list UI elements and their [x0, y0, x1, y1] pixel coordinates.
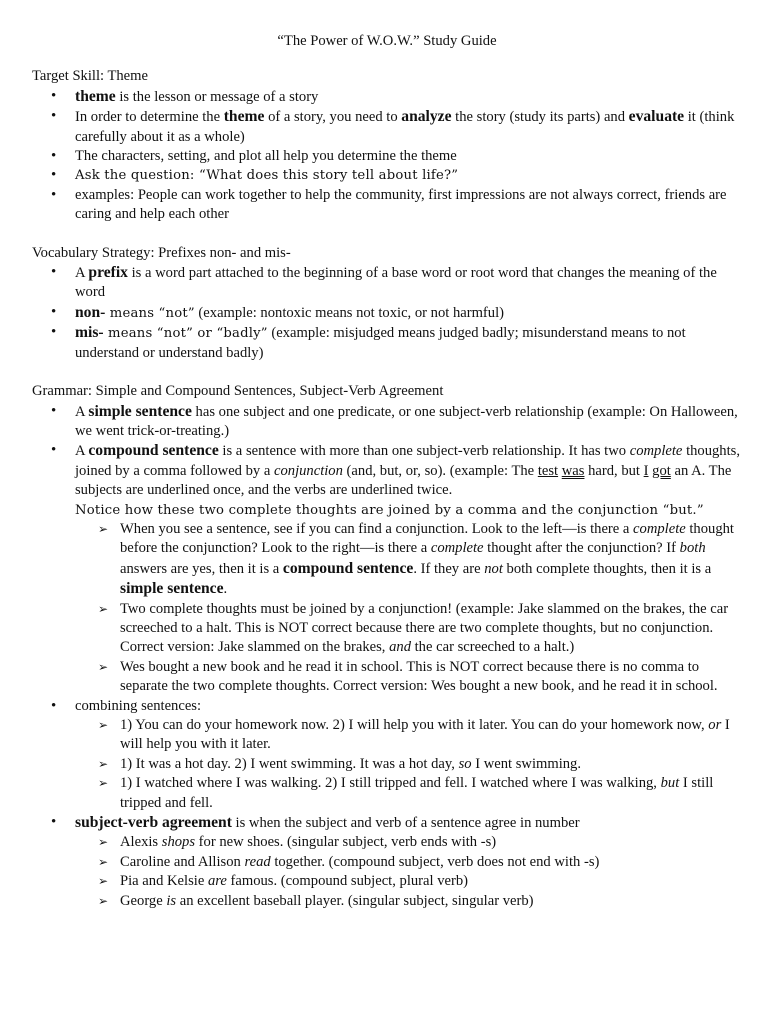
text: 1) I watched where I was walking. 2) I still tripped and fell. I watched where I was walking, [120, 775, 661, 792]
list-item-compound-sentence [75, 441, 742, 696]
handwritten-text: means “not” [105, 305, 195, 321]
text: famous. (compound subject, plural verb) [226, 873, 469, 890]
emphasis: not [484, 560, 503, 577]
text: . If they are [413, 560, 485, 577]
text: thought before the conjunction? Look to the right—is there a [120, 520, 734, 557]
text: combining sentences: [75, 697, 202, 714]
list-item [75, 166, 742, 185]
emphasis: complete [633, 520, 686, 537]
text: (example: nontoxic means not toxic, or not harmful) [194, 304, 505, 321]
text: has one subject and one predicate, or one subject-verb relationship (example: On Halloween, we went trick-or-treating.) [75, 403, 738, 439]
text: A [75, 265, 89, 282]
text: of a story, you need to [264, 109, 402, 126]
text: (and, but, or, so). (example: The [342, 462, 538, 479]
text: is a word part attached to the beginning of a base word or root word that changes the meaning of the word [75, 265, 717, 301]
text: Pia and Kelsie [120, 873, 208, 890]
sub-list-item [120, 892, 742, 911]
term: simple sentence [88, 402, 192, 420]
sub-list-item [120, 774, 742, 813]
text: (example: misjudged means judged badly; misunderstand means to not understand or understand badly) [75, 325, 686, 361]
term: non- [75, 303, 106, 321]
subject-underline: test [537, 462, 559, 479]
sub-list-item [120, 755, 742, 774]
emphasis: shops [161, 834, 196, 851]
handwritten-text: Ask the question: “What does this story tell about life?” [75, 168, 459, 184]
text: thought after the conjunction? If [483, 540, 680, 557]
handwritten-text: means “not” or “badly” [103, 326, 268, 342]
text: it (think carefully about it as a whole) [75, 109, 735, 145]
section-heading-theme: Target Skill: Theme [32, 68, 148, 85]
term: mis- [75, 324, 104, 342]
text: A [75, 403, 89, 420]
text: I went swimming. [471, 755, 581, 772]
list-item: • examples: People can work together to help the community, first impressions are not always correct, friends are caring and help each other [75, 186, 742, 225]
text: is the lesson or message of a story [115, 88, 319, 105]
text: hard, but [584, 462, 644, 479]
text: George [120, 892, 167, 909]
sub-list-item: ➢ Wes bought a new book and he read it in school. This is NOT correct because there is no comma to separate the two complete thoughts. Correct version: Wes bought a new book, and he read it in school. [120, 658, 742, 697]
term: compound sentence [282, 559, 414, 577]
text: 1) You can do your homework now. 2) I will help you with it later. You can do your homework now, [120, 717, 709, 733]
emphasis: or [708, 717, 722, 733]
handwritten-note: Notice how these two complete thoughts are joined by a comma and the conjunction “but.” [75, 502, 704, 518]
subject-underline: I [643, 462, 649, 479]
emphasis: is [166, 892, 177, 909]
grammar-bullet-list [32, 402, 742, 912]
section-heading-vocabulary: Vocabulary Strategy: Prefixes non- and mis- [32, 244, 291, 261]
list-item: • The characters, setting, and plot all help you determine the theme [75, 147, 742, 166]
emphasis: are [207, 873, 227, 890]
compound-sub-list [75, 520, 742, 697]
list-item [75, 107, 742, 147]
page-title: “The Power of W.O.W.” Study Guide [277, 33, 497, 49]
term: evaluate [628, 108, 685, 126]
term: compound sentence [88, 442, 219, 460]
term: subject-verb agreement [75, 814, 232, 832]
combining-sub-list [75, 716, 742, 813]
emphasis: both [679, 540, 706, 557]
text: answers are yes, then it is a [120, 560, 283, 577]
sub-list-item [120, 853, 742, 872]
text: . [223, 581, 228, 598]
text: Two complete thoughts must be joined by a conjunction! (example: Jake slammed on the brakes, the car screeched to a halt. This is NOT correct because there are two complete thoughts, but no conjunction. Correct version: Jake slammed on the brakes, [120, 600, 729, 656]
emphasis: but [660, 775, 680, 792]
emphasis: so [458, 755, 472, 772]
verb-double-underline: was [561, 462, 585, 479]
vocabulary-bullet-list [32, 263, 742, 363]
text: is when the subject and verb of a sentence agree in number [231, 815, 580, 832]
section-heading-grammar: Grammar: Simple and Compound Sentences, Subject-Verb Agreement [32, 383, 444, 400]
term: simple sentence [120, 580, 224, 598]
sub-list-item [120, 600, 742, 658]
text: an A. The subjects are underlined once, and the verbs are underlined twice. [75, 462, 732, 499]
sub-list-item [120, 520, 742, 600]
sub-list-item [120, 716, 742, 755]
list-item-agreement [75, 813, 742, 911]
list-item [75, 303, 742, 323]
term: prefix [88, 264, 128, 282]
text: Alexis [120, 834, 162, 851]
theme-bullet-list [32, 87, 742, 225]
emphasis: and [389, 639, 411, 656]
text: 1) It was a hot day. 2) I went swimming. It was a hot day, [120, 755, 459, 772]
sub-list-item [120, 833, 742, 852]
text: for new shoes. (singular subject, verb ends with -s) [195, 834, 497, 851]
emphasis: read [244, 853, 271, 870]
list-item-combining [75, 697, 742, 813]
emphasis: complete [629, 443, 683, 460]
text: the story (study its parts) and [451, 109, 629, 126]
text: In order to determine the [75, 109, 224, 126]
text: thoughts, joined by a comma followed by a [75, 443, 740, 479]
sub-list-item [120, 872, 742, 891]
text: I still tripped and fell. [120, 775, 714, 811]
term: theme [75, 87, 116, 105]
text: I will help you with it later. [120, 717, 730, 753]
agreement-sub-list [75, 833, 742, 911]
text: is a sentence with more than one subject-verb relationship. It has two [218, 443, 630, 460]
list-item-simple-sentence [75, 402, 742, 442]
list-item [75, 323, 742, 363]
text: Caroline and Allison [120, 853, 245, 870]
list-item [75, 87, 742, 107]
term: theme [223, 108, 265, 126]
text: A [75, 443, 89, 460]
text: the car screeched to a halt.) [410, 639, 575, 656]
emphasis: conjunction [274, 462, 343, 479]
term: analyze [401, 108, 452, 126]
text: both complete thoughts, then it is a [502, 560, 712, 577]
text: together. (compound subject, verb does not end with -s) [270, 853, 600, 870]
text: an excellent baseball player. (singular subject, singular verb) [176, 892, 534, 909]
list-item [75, 263, 742, 303]
emphasis: complete [430, 540, 484, 557]
text: When you see a sentence, see if you can find a conjunction. Look to the left—is there a [120, 520, 634, 537]
verb-double-underline: got [652, 462, 671, 479]
